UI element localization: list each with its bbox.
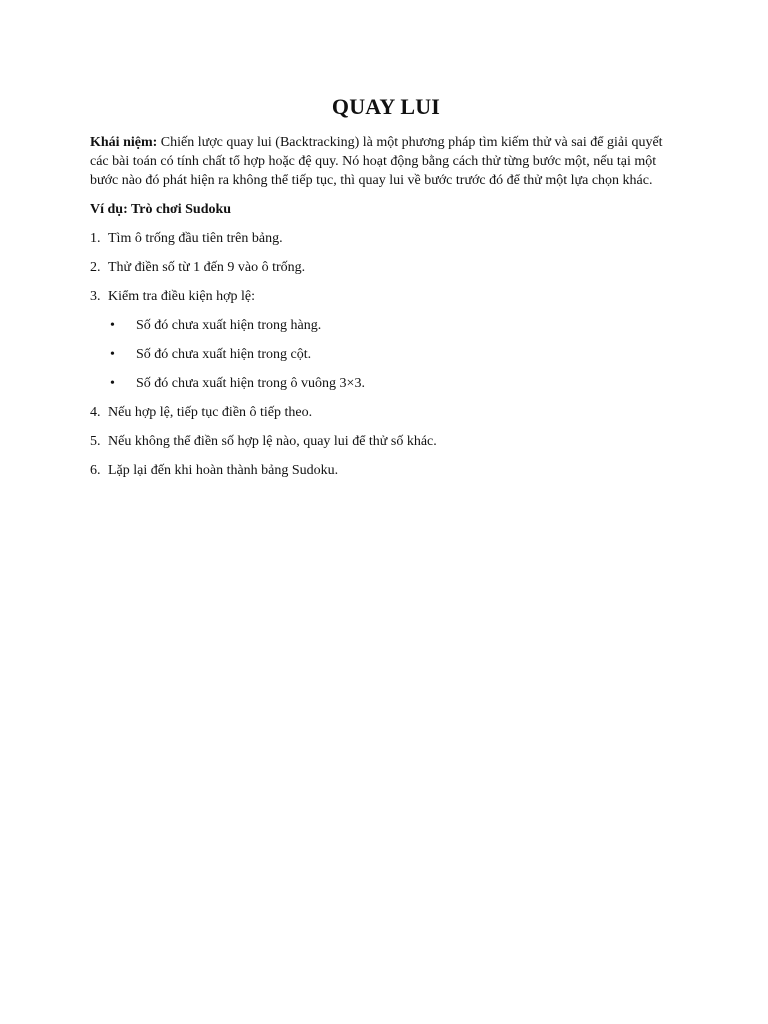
step-text: Kiểm tra điều kiện hợp lệ: [108, 289, 255, 304]
condition-item-row [90, 316, 682, 335]
document-page [90, 94, 682, 490]
document-title: QUAY LUI [331, 94, 441, 119]
step-item-1 [90, 229, 682, 248]
step-number: 3. [90, 289, 101, 304]
condition-item-box [90, 374, 682, 393]
step-item-5 [90, 432, 682, 451]
step-text: Thử điền số từ 1 đến 9 vào ô trống. [108, 260, 306, 275]
bullet-icon: • [110, 376, 115, 391]
concept-term: Khái niệm: [90, 135, 158, 150]
condition-item-column [90, 345, 682, 364]
step-text: Nếu hợp lệ, tiếp tục điền ô tiếp theo. [108, 405, 313, 420]
step-item-4 [90, 403, 682, 422]
step-text: Tìm ô trống đầu tiên trên bảng. [108, 231, 283, 246]
condition-text: Số đó chưa xuất hiện trong hàng. [136, 318, 322, 333]
bullet-icon: • [110, 318, 115, 333]
step-number: 4. [90, 405, 101, 420]
step-number: 1. [90, 231, 101, 246]
step-text: Nếu không thể điền số hợp lệ nào, quay lui để thử số khác. [108, 434, 437, 449]
condition-text: Số đó chưa xuất hiện trong ô vuông 3×3. [136, 376, 365, 391]
example-heading: Ví dụ: Trò chơi Sudoku [90, 202, 232, 217]
step-item-2 [90, 258, 682, 277]
conditions-list [90, 316, 682, 393]
condition-text: Số đó chưa xuất hiện trong cột. [136, 347, 312, 362]
step-number: 6. [90, 463, 101, 478]
bullet-icon: • [110, 347, 115, 362]
step-item-3 [90, 287, 682, 306]
concept-text: Chiến lược quay lui (Backtracking) là một phương pháp tìm kiếm thử và sai để giải quyết các bài toán có tính chất tổ hợp hoặc đệ quy. Nó hoạt động bằng cách thử từng bước một, nếu tại một bước nào đó phát hiện ra không thể tiếp tục, thì quay lui về bước trước đó để thử một lựa chọn khác. [90, 135, 663, 188]
step-text: Lặp lại đến khi hoàn thành bảng Sudoku. [108, 463, 339, 478]
steps-list [90, 229, 682, 306]
concept-paragraph [90, 133, 682, 190]
steps-list-continued [90, 403, 682, 480]
step-number: 5. [90, 434, 101, 449]
step-item-6 [90, 461, 682, 480]
step-number: 2. [90, 260, 101, 275]
